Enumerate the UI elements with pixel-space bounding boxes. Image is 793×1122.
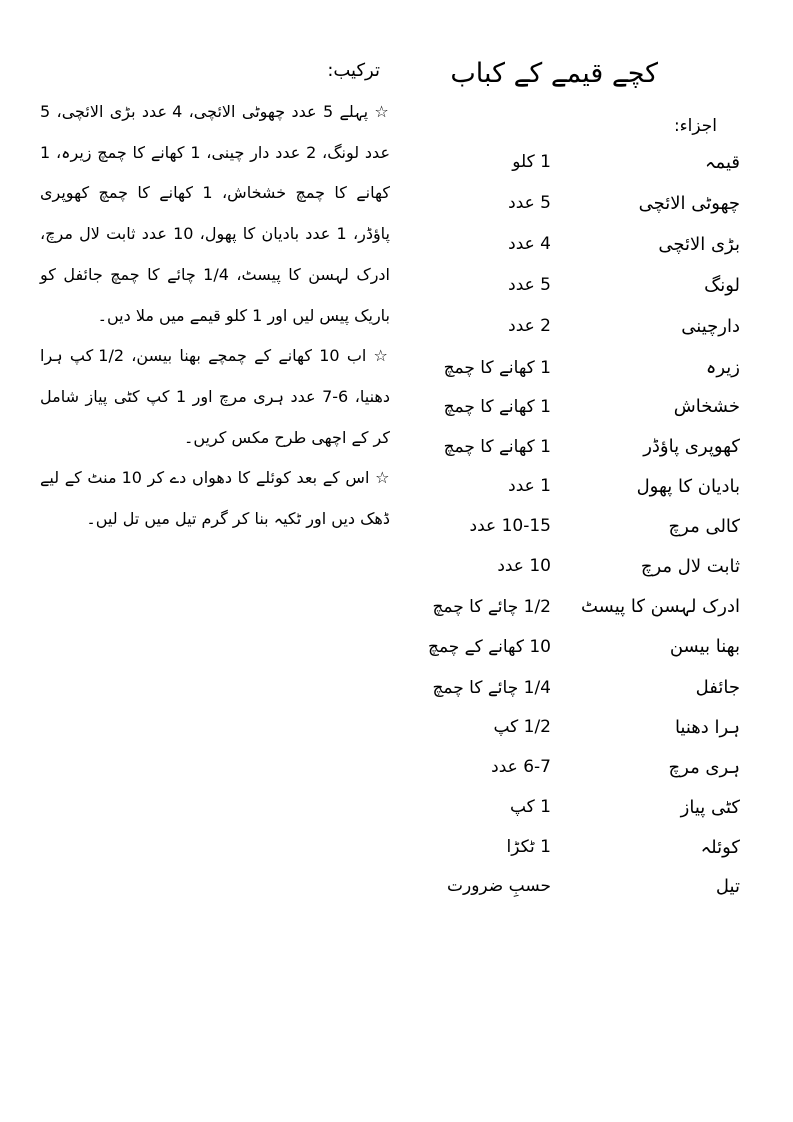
- method-step: ☆ اس کے بعد کوئلے کا دھواں دے کر 10 منٹ کے لیے ڈھک دیں اور ٹکیہ بنا کر گرم تیل میں تل لیں۔: [40, 468, 391, 529]
- ingredient-quantity: 1 کھانے کا چمچ: [443, 358, 551, 378]
- ingredient-row: [430, 797, 740, 825]
- ingredient-row: [430, 193, 740, 221]
- ingredient-quantity: 10 عدد: [497, 556, 551, 576]
- ingredient-name: خشخاش: [673, 396, 740, 417]
- ingredient-name: کوئلہ: [700, 837, 740, 858]
- ingredient-name: چھوٹی الائچی: [638, 193, 740, 214]
- ingredient-quantity: 1 عدد: [508, 476, 551, 496]
- ingredient-name: ہرا دھنیا: [674, 717, 740, 738]
- ingredient-row: [427, 636, 740, 664]
- ingredient-row: [430, 717, 740, 745]
- ingredient-name: دارچینی: [681, 316, 740, 337]
- ingredient-name: قیمہ: [705, 152, 740, 173]
- ingredient-name: ثابت لال مرچ: [640, 556, 740, 577]
- ingredient-row: [430, 275, 740, 303]
- ingredient-row: [430, 516, 740, 544]
- ingredient-name: بادیان کا پھول: [636, 476, 740, 497]
- ingredient-row: [430, 876, 740, 904]
- ingredient-quantity: 2 عدد: [508, 316, 551, 336]
- recipe-title: کچے قیمے کے کباب: [450, 58, 658, 89]
- ingredient-row: [430, 357, 740, 385]
- ingredient-row: [430, 152, 740, 180]
- ingredient-quantity: 10 کھانے کے چمچ: [427, 637, 551, 657]
- ingredient-quantity: 1 ٹکڑا: [506, 837, 551, 857]
- ingredient-name: کٹی پیاز: [680, 797, 740, 818]
- ingredient-row: [430, 476, 740, 504]
- method-heading: ترکیب:: [327, 60, 380, 81]
- ingredient-name: جائفل: [695, 677, 740, 698]
- ingredient-row: [430, 316, 740, 344]
- ingredient-row: [430, 757, 740, 785]
- ingredient-quantity: 4 عدد: [508, 234, 551, 254]
- ingredient-row: [430, 596, 740, 624]
- ingredient-name: تیل: [715, 876, 740, 897]
- ingredient-quantity: 1 کپ: [509, 797, 551, 817]
- ingredient-row: [430, 677, 740, 705]
- ingredient-name: بھنا بیسن: [669, 636, 740, 657]
- ingredient-quantity: 1/4 چائے کا چمچ: [432, 678, 551, 698]
- ingredient-quantity: 1 کلو: [512, 152, 551, 172]
- ingredient-name: زیرہ: [705, 357, 740, 378]
- ingredients-list: [427, 140, 740, 900]
- ingredient-quantity: 5 عدد: [508, 193, 551, 213]
- ingredient-quantity: 1/2 چائے کا چمچ: [432, 597, 551, 617]
- method-step: ☆ پہلے 5 عدد چھوٹی الائچی، 4 عدد بڑی الائچی، 5 عدد لونگ، 2 عدد دار چینی، 1 کھانے کا چمچ زیرہ، 1 کھانے کا چمچ خشخاش، 1 کھانے کا چمچ کھوپری پاؤڈر، 1 عدد بادیان کا پھول، 10 عدد ثابت لال مرچ، ادرک لہسن کا پیسٹ، 1/4 چائے کا چمچ جائفل کو باریک پیس لیں اور 1 کلو قیمے میں ملا دیں۔: [40, 102, 391, 325]
- ingredient-name: لونگ: [704, 275, 740, 296]
- ingredient-quantity: حسبِ ضرورت: [446, 876, 551, 896]
- ingredient-name: کالی مرچ: [668, 516, 740, 537]
- ingredient-quantity: 1/2 کپ: [493, 717, 551, 737]
- method-steps: [40, 92, 390, 540]
- ingredient-quantity: 10-15 عدد: [469, 516, 551, 536]
- ingredient-quantity: 5 عدد: [508, 275, 551, 295]
- ingredient-name: ادرک لہسن کا پیسٹ: [580, 596, 740, 617]
- ingredient-quantity: 6-7 عدد: [491, 757, 551, 777]
- ingredient-name: ہری مرچ: [668, 757, 740, 778]
- method-step: ☆ اب 10 کھانے کے چمچے بھنا بیسن، 1/2 کپ ہرا دھنیا، 6-7 عدد ہری مرچ اور 1 کپ کٹی پیاز شامل کر کے اچھی طرح مکس کریں۔: [40, 346, 390, 447]
- ingredients-heading: اجزاء:: [673, 116, 717, 136]
- ingredient-quantity: 1 کھانے کا چمچ: [443, 397, 551, 417]
- ingredient-row: [430, 436, 740, 464]
- ingredient-row: [430, 396, 740, 424]
- ingredient-row: [430, 556, 740, 584]
- ingredient-row: [430, 234, 740, 262]
- ingredient-quantity: 1 کھانے کا چمچ: [443, 437, 551, 457]
- ingredient-name: کھوپری پاؤڈر: [643, 436, 740, 457]
- ingredient-name: بڑی الائچی: [658, 234, 740, 255]
- ingredient-row: [430, 837, 740, 865]
